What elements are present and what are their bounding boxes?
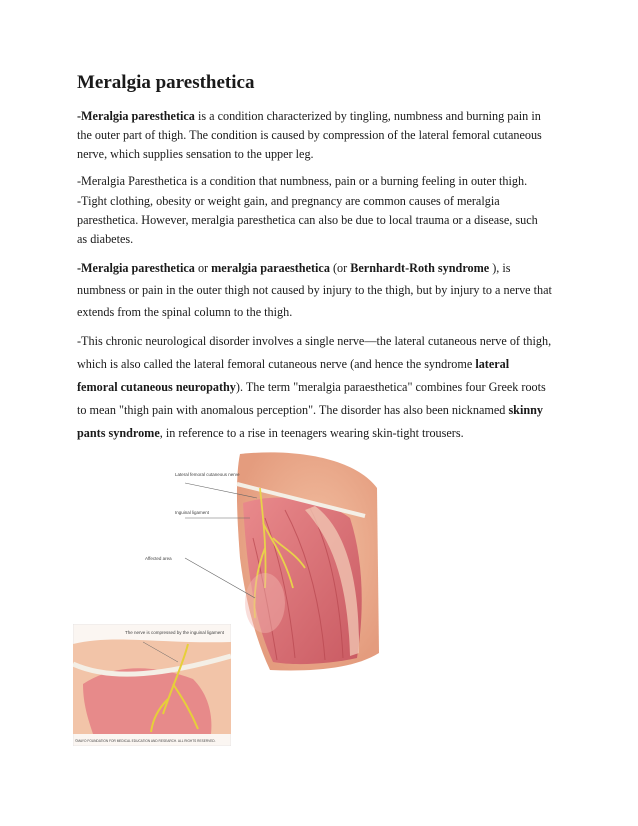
paragraph-line: the outer part of thigh. The condition is caused by compression of the lateral femoral cutaneous [77,128,542,142]
document-title: Meralgia paresthetica [77,72,255,93]
paragraph-line: numbness or pain in the outer thigh not caused by injury to the thigh, but by injury to a nerve that [77,283,552,297]
paragraph-line: -Meralgia Paresthetica is a condition that numbness, pain or a burning feeling in outer thigh. [77,174,528,188]
paragraph-line: extends from the spinal column to the thigh. [77,305,293,319]
paragraph-line: paresthetica. However, meralgia paresthetica can also be due to local trauma or a disease, such [77,213,538,227]
affected-area [245,573,285,633]
paragraph-line: -Meralgia paresthetica is a condition characterized by tingling, numbness and burning pain in [77,109,541,123]
paragraph-line: -This chronic neurological disorder involves a single nerve—the lateral cutaneous nerve of thigh, [77,334,552,348]
paragraph-line: to mean "thigh pain with anomalous perception". The disorder has also been nicknamed skinny [77,403,543,417]
bold-term: lateral [475,357,510,371]
label-ligament: Inguinal ligament [175,510,210,515]
paragraph-etymology [77,330,567,445]
bold-term: meralgia paraesthetica [211,261,330,275]
bold-term: -Meralgia paresthetica [77,109,195,123]
bold-term: skinny [508,403,543,417]
paragraph-synonyms [77,257,567,323]
paragraph-line: pants syndrome, in reference to a rise in teenagers wearing skin-tight trousers. [77,426,464,440]
nerve-compression-inset [73,624,231,746]
inset-caption: The nerve is compressed by the inguinal ligament [125,630,225,635]
bold-term: -Meralgia paresthetica [77,261,195,275]
paragraph-line: which is also called the lateral femoral cutaneous nerve (and hence the syndrome lateral [77,357,510,371]
label-nerve: Lateral femoral cutaneous nerve [175,472,240,477]
paragraph-line: -Tight clothing, obesity or weight gain, and pregnancy are common causes of meralgia [77,194,500,208]
paragraph-line: -Meralgia paresthetica or meralgia paraesthetica (or Bernhardt-Roth syndrome ), is [77,261,511,275]
paragraph-definition [77,107,567,164]
paragraph-line: as diabetes. [77,232,134,246]
paragraph-causes [77,192,567,249]
paragraph-line: femoral cutaneous neuropathy). The term "meralgia paraesthetica" combines four Greek roots [77,380,546,394]
label-affected-area: Affected area [145,556,172,561]
bold-term: femoral cutaneous neuropathy [77,380,236,394]
paragraph-summary [77,172,567,191]
illustration-credit: ©MAYO FOUNDATION FOR MEDICAL EDUCATION AND RESEARCH. ALL RIGHTS RESERVED. [75,739,216,743]
paragraph-line: nerve, which supplies sensation to the upper leg. [77,147,314,161]
bold-term: Bernhardt-Roth syndrome [350,261,490,275]
bold-term: pants syndrome [77,426,160,440]
